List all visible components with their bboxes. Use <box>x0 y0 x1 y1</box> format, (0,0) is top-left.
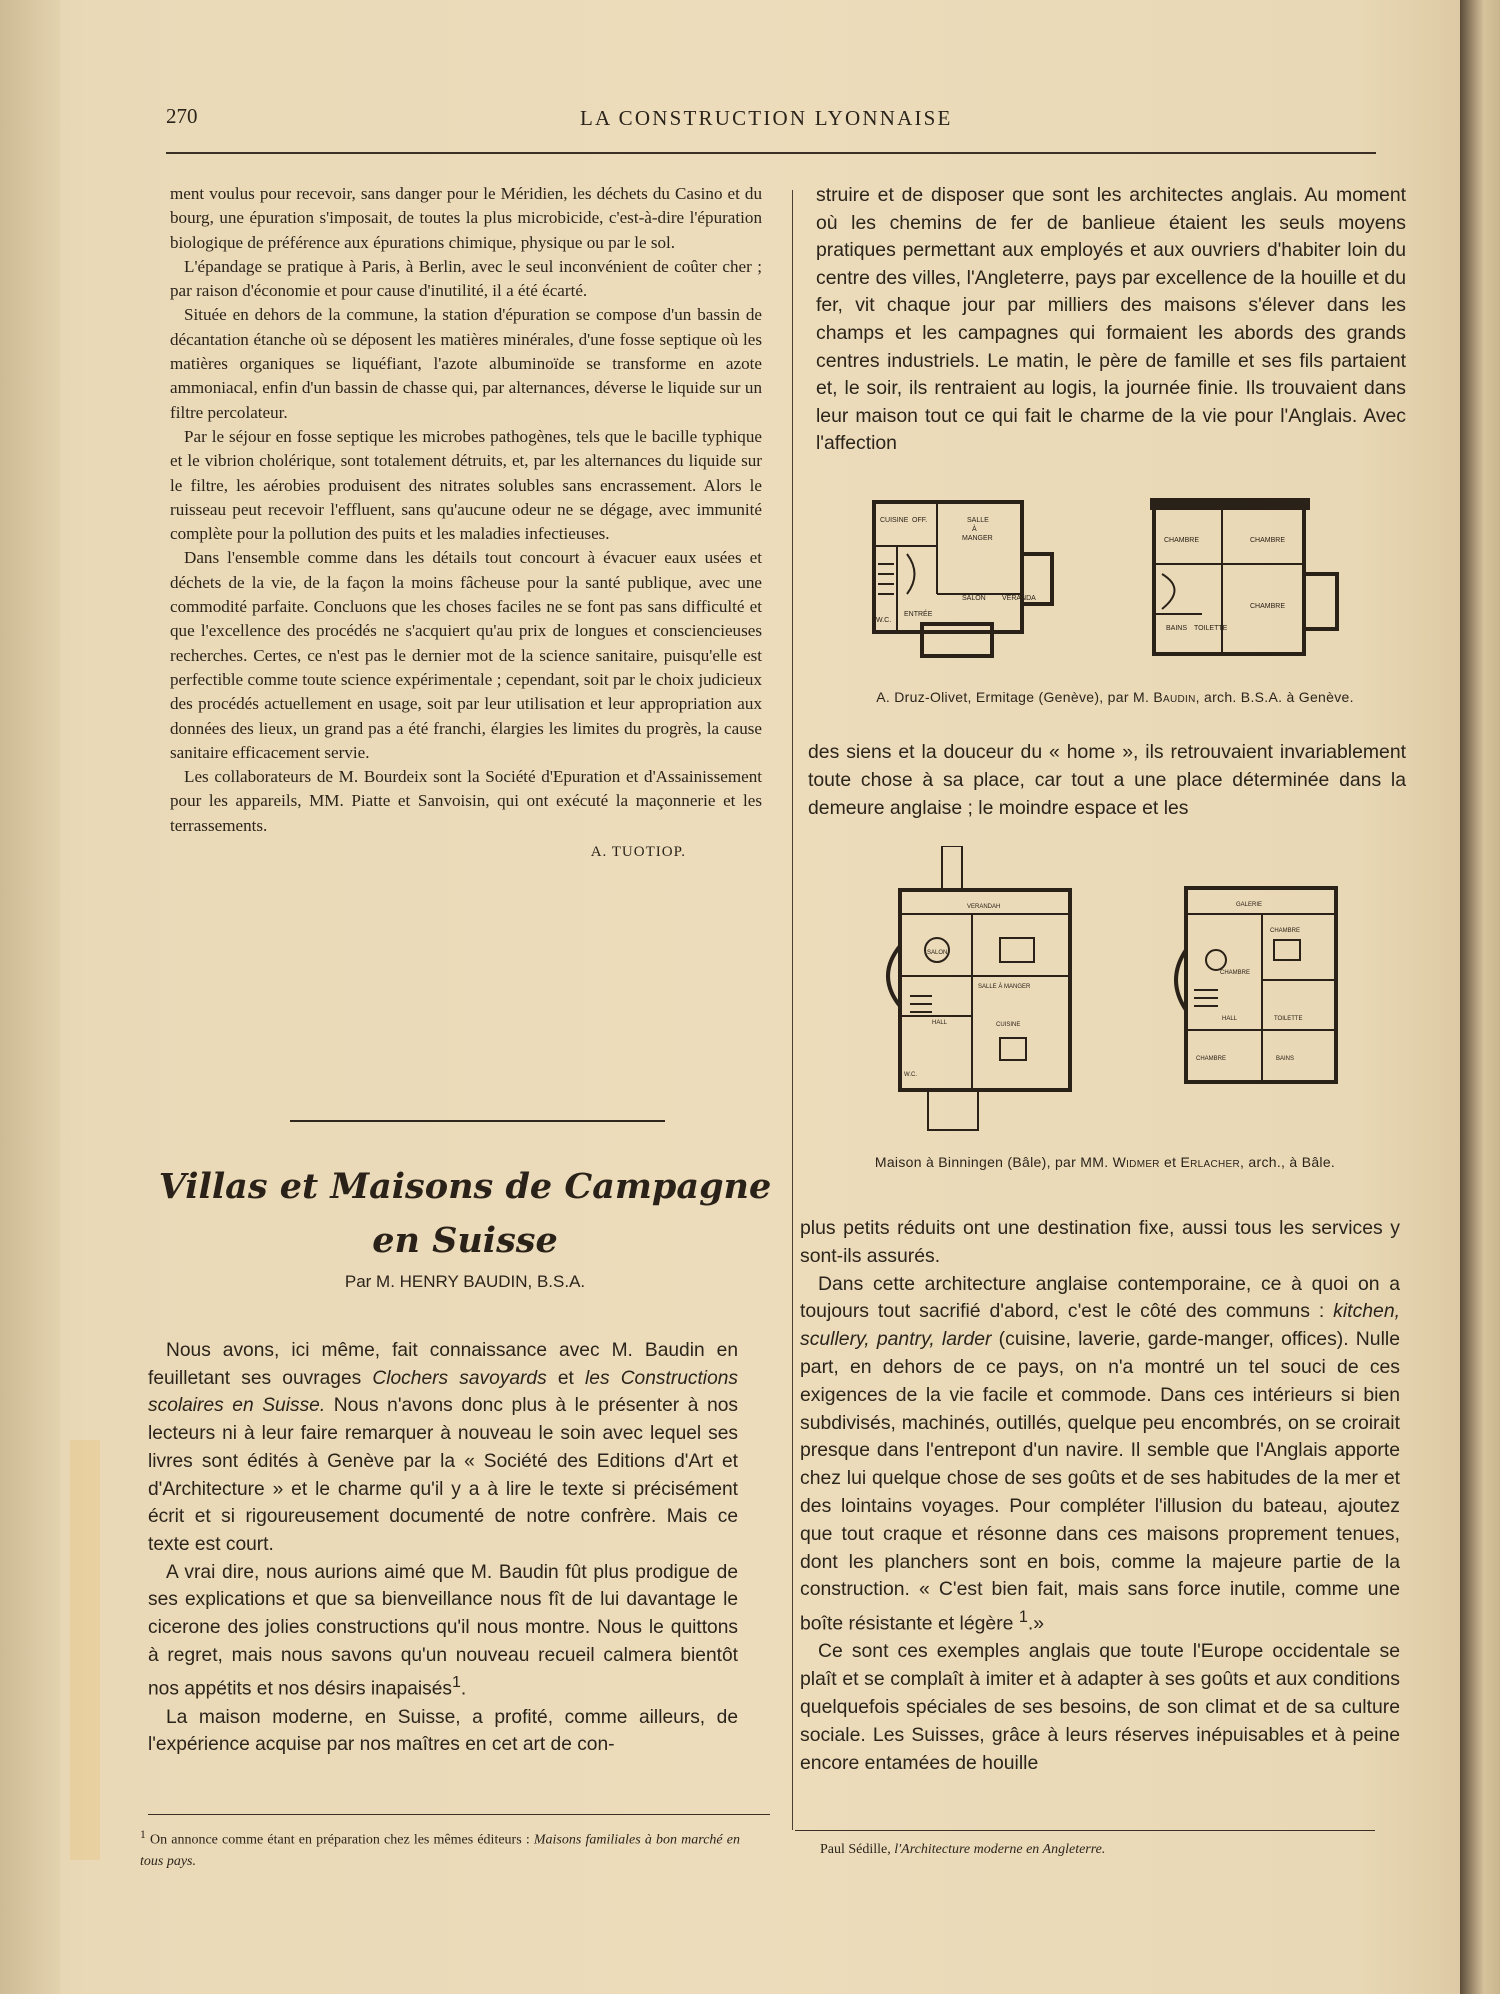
paragraph: Dans cette architecture anglaise contemporaine, ce à quoi on a toujours tout sacrifié d'abord, c'est le côté des communs : kitchen, scullery, pantry, larder (cuisine, laverie, garde-manger, offices). Nulle part, en dehors de ce pays, on n'a montré un tel souci de ces exigences de la vie facile et commode. Dans ces intérieurs si bien subdivisés, machinés, outillés, quelque peu encombrés, on se croirait presque dans l'entrepont d'un navire. Il semble que l'Anglais apporte chez lui quelque chose de ses goûts et de ses habitudes de la mer et des lointains voyages. Pour compléter l'illusion du bateau, ajoutez que tout craque et résonne dans ces maisons proprement tenues, dont les planchers sont en bois, comme la majeure partie de la construction. « C'est bien fait, mais sans force inutile, comme une boîte résistante et légère $^1$.» <box>800 1272 1400 1635</box>
journal-title: LA CONSTRUCTION LYONNAISE <box>580 106 953 130</box>
column-divider <box>792 190 793 1830</box>
plan-label: CHAMBRE <box>1270 928 1301 934</box>
plan-label: TOILETTE <box>1274 1016 1303 1022</box>
plan-label: CHAMBRE <box>1164 537 1200 544</box>
plan-label: TOILETTE <box>1194 625 1228 632</box>
plan-label: SALLE <box>967 517 989 524</box>
article-byline: Par M. HENRY BAUDIN, B.S.A. <box>344 1272 586 1291</box>
plan-label: W.C. <box>876 617 892 624</box>
paragraph: Les collaborateurs de M. Bourdeix sont la Société d'Epuration et d'Assainissement pour les appareils, MM. Piatte et Sanvoisin, qui ont exécuté la maçonnerie et les terrassements. <box>170 767 762 835</box>
page-number: 270 <box>166 104 198 128</box>
plan-label: CUISINE <box>880 517 909 524</box>
next-page-edge <box>1460 0 1500 1994</box>
plan-label: SALLE À MANGER <box>978 984 1031 990</box>
plan-label: VERANDAH <box>967 904 1001 910</box>
plan-label: HALL <box>932 1020 948 1026</box>
author-signature: A. TUOTIOP. <box>590 844 686 861</box>
floor-plan-druz-olivet-ground <box>862 494 1062 664</box>
plan-label: HALL <box>1222 1016 1238 1022</box>
plan-label: BAINS <box>1166 625 1188 632</box>
plan-label: CHAMBRE <box>1196 1056 1227 1062</box>
article-body-left <box>148 1337 738 1759</box>
footnote-left: $^1$ On annonce comme étant en préparation chez les mêmes éditeurs : Maisons familiales à bon marché en tous pays. <box>140 1828 740 1869</box>
article-title-line-2: en Suisse <box>372 1220 558 1261</box>
figure-caption-1: A. Druz-Olivet, Ermitage (Genève), par M. Baudin, arch. B.S.A. à Genève. <box>876 689 1354 705</box>
footnote-rule <box>795 1830 1375 1831</box>
paragraph: Par le séjour en fosse septique les microbes pathogènes, tels que le bacille typhique et le vibrion cholérique, sont totalement détruits, et, par les alternances du liquide sur le filtre, les aérobies produisent des nitrates solubles sans encrassement. Alors le ruisseau peut recevoir l'effluent, sans qu'aucune odeur ne se dégage, avec immunité complète pour la pollution des puits et les maladies infectieuses. <box>170 426 762 544</box>
floor-plan-druz-olivet-upper <box>1142 494 1352 664</box>
plan-label: MANGER <box>962 535 993 542</box>
plan-label: CUISINE <box>996 1022 1021 1028</box>
paragraph: La maison moderne, en Suisse, a profité, comme ailleurs, de l'expérience acquise par nos maîtres en cet art de con- <box>148 1706 738 1756</box>
floor-plan-binningen-ground <box>872 846 1092 1134</box>
paragraph: A vrai dire, nous aurions aimé que M. Baudin fût plus prodigue de ses explications et que sa bienveillance nous fît de lui davantage le cicerone des jolies constructions qu'il nous montre. Nous le quittons à regret, mais nous savons qu'un nouveau recueil calmera bientôt nos appétits et nos désirs inapaisés$^1$. <box>148 1561 738 1700</box>
footnote-ref: 1 <box>451 1674 461 1692</box>
header-rule <box>166 152 1376 154</box>
paragraph: ment voulus pour recevoir, sans danger pour le Méridien, les déchets du Casino et du bourg, une épuration s'imposait, de toutes la plus microbicide, c'est-à-dire l'épuration biologique de préférence aux épurations chimique, physique ou par le sol. <box>170 184 762 252</box>
page-spine <box>0 0 60 1994</box>
section-separator <box>290 1120 665 1122</box>
paragraph: des siens et la douceur du « home », ils retrouvaient invariablement toute chose à sa place, car tout a une place déterminée dans la demeure anglaise ; le moindre espace et les <box>808 741 1406 819</box>
plan-label: GALERIE <box>1236 902 1263 908</box>
plan-label: CHAMBRE <box>1250 537 1286 544</box>
paragraph: plus petits réduits ont une destination fixe, aussi tous les services y sont-ils assurés. <box>800 1217 1400 1267</box>
figure-caption-2: Maison à Binningen (Bâle), par MM. Widmer et Erlacher, arch., à Bâle. <box>874 1154 1336 1170</box>
article-title-line-1: Villas et Maisons de Campagne <box>158 1166 772 1207</box>
plan-label: CHAMBRE <box>1250 603 1286 610</box>
paragraph: struire et de disposer que sont les architectes anglais. Au moment où les chemins de fer de banlieue étaient les seuls moyens pratiques permettant aux employés et aux ouvriers d'habiter loin du centre des villes, l'Angleterre, pays par excellence de la houille et du fer, vit chaque jour par milliers des maisons s'élever dans les champs et les campagnes qui formaient les abords des grands centres industriels. Le matin, le père de famille et ses fils partaient et, le soir, ils rentraient au logis, la journée finie. Ils trouvaient dans leur maison tout ce qui fait le charme de la vie pour l'Anglais. Avec l'affection <box>816 184 1406 455</box>
page-stain <box>70 1440 100 1860</box>
article-title <box>150 1160 780 1268</box>
article-body-right-bottom <box>800 1215 1400 1777</box>
plan-label: VERANDA <box>1002 595 1036 602</box>
plan-label: SALON <box>927 950 948 956</box>
footnote-right: Paul Sédille, l'Architecture moderne en Angleterre. <box>820 1842 1106 1857</box>
left-column-continuation <box>170 182 762 864</box>
plan-label: SALON <box>962 595 986 602</box>
paragraph: Dans l'ensemble comme dans les détails tout concourt à évacuer eaux usées et déchets de la vie, de la façon la moins fâcheuse pour la santé publique, avec une commodité parfaite. Concluons que les choses faciles ne se font pas sans difficulté et que l'excellence des procédés ne s'acquiert qu'au prix de longues et consciencieuses recherches. Certes, ce n'est pas le dernier mot de la science sanitaire, puisqu'elle est perfectible comme toute science expérimentale ; cependant, soit par le choix judicieux des procédés actuellement en usage, soit par leur utilisation et leur appropriation aux données des lieux, un grand pas a été franchi, élargies les limites du progrès, la cause sanitaire efficacement servie. <box>170 548 762 762</box>
article-body-right-top <box>816 182 1406 458</box>
plan-label: ENTRÉE <box>904 611 933 618</box>
paragraph: Nous avons, ici même, fait connaissance avec M. Baudin en feuilletant ses ouvrages Clochers savoyards et les Constructions scolaires en Suisse. Nous n'avons donc plus à le présenter à nos lecteurs ni à leur faire remarquer à nouveau le soin avec lequel ses livres sont édités à Genève par la « Société des Editions d'Art et d'Architecture » et le charme qu'il y a à lire le texte si précisément écrit et si rigoureusement documenté de notre confrère. Mais ce texte est court. <box>148 1340 739 1555</box>
article-body-right-mid <box>808 738 1406 822</box>
paragraph: L'épandage se pratique à Paris, à Berlin, avec le seul inconvénient de coûter cher ; par raison d'économie et pour cause d'inutilité, il a été écarté. <box>170 256 762 301</box>
plan-label: BAINS <box>1276 1056 1295 1062</box>
plan-label: CHAMBRE <box>1220 970 1251 976</box>
paragraph: Située en dehors de la commune, la station d'épuration se compose d'un bassin de décantation étanche où se déposent les matières minérales, d'une fosse septique où les matières organiques se liquéfiant, l'azote albuminoïde se transforme en azote ammoniacal, enfin d'un bassin de chasse qui, par alternances, déverse le liquide sur un filtre percolateur. <box>170 305 762 422</box>
plan-label: W.C. <box>904 1072 917 1078</box>
footnote-rule <box>148 1814 770 1815</box>
paragraph: Ce sont ces exemples anglais que toute l'Europe occidentale se plaît et se complaît à imiter et à adapter à ses goûts et aux conditions quelquefois spéciales de ses besoins, de son climat et de sa culture sociale. Les Suisses, grâce à leurs réserves inépuisables et à peine encore entamées de houille <box>800 1640 1400 1774</box>
footnote-ref: 1 <box>1018 1608 1028 1627</box>
plan-label: OFF. <box>912 517 928 524</box>
floor-plan-binningen-upper <box>1166 880 1346 1086</box>
plan-label: À <box>972 526 977 533</box>
